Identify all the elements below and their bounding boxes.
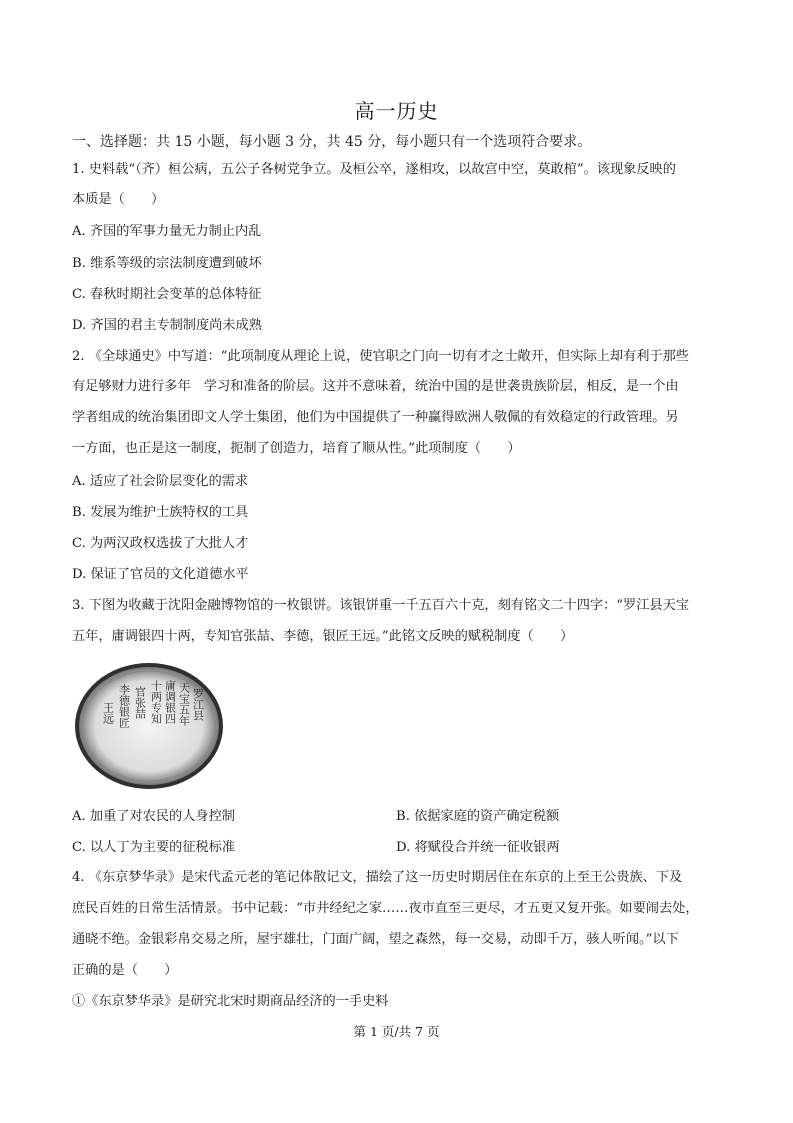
q3-option-d: D. 将赋役合并统一征收银两: [396, 840, 560, 855]
q2-stem-line: 有足够财力进行多年 学习和准备的阶层。这并不意味着，统治中国的是世袭贵族阶层，相反，是一个由: [72, 379, 679, 394]
coin-inscription-col: 官张喆: [133, 686, 147, 719]
q3-stem-line: 3. 下图为收藏于沈阳金融博物馆的一枚银饼。该银饼重一千五百六十克，刻有铭文二十四字：“罗江县天宝: [72, 598, 689, 613]
q4-stem-line: 通晓不绝。金银彩帛交易之所，屋宇雄壮，门面广阔，望之森然，每一交易，动即千万，骇人听闻。”以下: [72, 932, 679, 947]
q2-stem-line: 2. 《全球通史》中写道：“此项制度从理论上说，使官职之门向一切有才之士敞开，但实际上却有利于那些: [72, 349, 689, 364]
q1-stem-line: 本质是（ ）: [72, 192, 165, 207]
q2-option-c: C. 为两汉政权选拔了大批人才: [72, 536, 249, 551]
coin-inscription-col: 王远: [101, 702, 115, 724]
coin-inscription-col: 十两专知: [149, 680, 163, 724]
q2-stem-line: 学者组成的统治集团即文人学士集团，他们为中国提供了一种赢得欧洲人敬佩的有效稳定的行政管理。另: [72, 410, 679, 425]
q4-stem-line: 正确的是（ ）: [72, 963, 178, 978]
q1-option-c: C. 春秋时期社会变革的总体特征: [72, 287, 262, 302]
q3-option-b: B. 依据家庭的资产确定税额: [396, 809, 560, 824]
page-footer: 第 1 页/共 7 页: [353, 1024, 440, 1039]
q1-option-a: A. 齐国的军事力量无力制止内乱: [72, 224, 262, 239]
q4-stem-line: 庶民百姓的日常生活情景。书中记载：“市井经纪之家……夜市直至三更尽，才五更又复开张。如要闹去处，: [72, 901, 699, 916]
page-title: 高一历史: [354, 99, 439, 123]
q2-stem-line: 一方面，也正是这一制度，扼制了创造力，培育了顺从性。”此项制度（ ）: [72, 441, 521, 456]
q3-option-a: A. 加重了对农民的人身控制: [72, 809, 235, 824]
q4-stem-line: 4. 《东京梦华录》是宋代孟元老的笔记体散记文，描绘了这一历史时期居住在东京的上至王公贵族、下及: [72, 870, 683, 885]
coin-inscription-col: 李德银匠: [117, 684, 131, 728]
q2-option-b: B. 发展为维护士族特权的工具: [72, 505, 249, 520]
q3-stem-line: 五年，庸调银四十两，专知官张喆、李德，银匠王远。”此铭文反映的赋税制度（ ）: [72, 629, 574, 644]
coin-inscription-col: 庸调银四: [163, 680, 177, 724]
q2-option-d: D. 保证了官员的文化道德水平: [72, 567, 249, 582]
q4-statement-1: ①《东京梦华录》是研究北宋时期商品经济的一手史料: [72, 994, 389, 1009]
coin-inscription-col: 罗江县: [191, 688, 205, 721]
q1-option-d: D. 齐国的君主专制制度尚未成熟: [72, 318, 262, 333]
q1-stem-line: 1. 史料载“（齐）桓公病，五公子各树党争立。及桓公卒，遂相攻，以故宫中空，莫敢棺”。该现象反映的: [72, 162, 676, 177]
q2-option-a: A. 适应了社会阶层变化的需求: [72, 474, 249, 489]
silver-cake-photo: [74, 662, 224, 790]
q3-option-c: C. 以人丁为主要的征税标准: [72, 840, 236, 855]
q1-option-b: B. 维系等级的宗法制度遭到破坏: [72, 256, 262, 271]
coin-inscription-col: 天宝五年: [177, 682, 191, 726]
section-heading: 一、选择题：共 15 小题，每小题 3 分，共 45 分，每小题只有一个选项符合要求。: [72, 134, 592, 150]
